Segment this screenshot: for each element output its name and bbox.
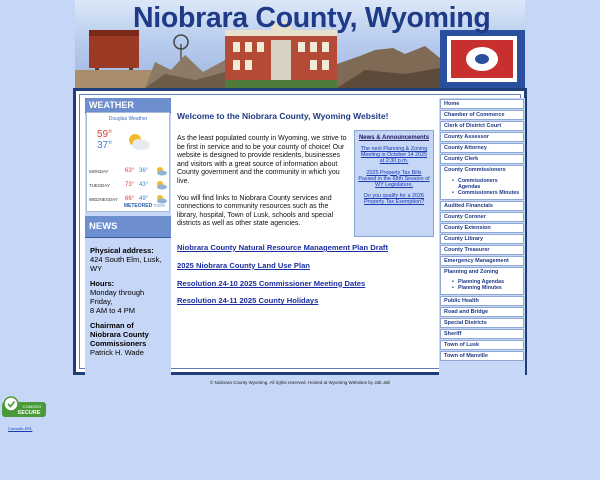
nav-item-clerk[interactable]: County Clerk: [440, 154, 524, 164]
nav-item-emergency[interactable]: Emergency Management: [440, 256, 524, 266]
footer-copyright: © Niobrara County Wyoming. All rights reserved. Hosted at Wyoming Websites by Jab Jab: [210, 380, 390, 385]
comodo-ssl-link[interactable]: Comodo SSL: [8, 426, 33, 431]
current-temps: [97, 129, 112, 151]
address-line: WY: [90, 264, 103, 273]
nav-group-commissioners: [440, 165, 524, 200]
hours-line: 8 AM to 4 PM: [90, 306, 136, 315]
nav-item-sheriff[interactable]: Sheriff: [440, 329, 524, 339]
main-content: [173, 98, 437, 375]
current-low: 37°: [97, 140, 113, 151]
doc-link[interactable]: Resolution 24-11 2025 County Holidays: [177, 296, 319, 306]
doc-link[interactable]: Resolution 24-10 2025 Commissioner Meeting Dates: [177, 278, 366, 288]
announcements-box: [354, 130, 434, 237]
announcement-link[interactable]: Do you qualify for a 2026 Property Tax Exemption?: [363, 193, 425, 206]
chairman-label: Niobrara County: [90, 330, 149, 339]
meteored-logo[interactable]: [124, 203, 165, 209]
nav-group-planning: [440, 267, 524, 296]
forecast-high: 63°: [125, 168, 135, 174]
nav-item-special-districts[interactable]: Special Districts: [440, 318, 524, 328]
chairman-label: Commissioners: [90, 339, 147, 348]
nav-item-clerk-district-court[interactable]: Clerk of District Court: [440, 121, 524, 131]
nav-item-town-manville[interactable]: Town of Manville: [440, 351, 524, 361]
doc-link[interactable]: 2025 Niobrara County Land Use Plan: [177, 260, 310, 270]
weather-location[interactable]: Douglas Weather: [108, 116, 148, 122]
welcome-heading: Welcome to the Niobrara County, Wyoming Website!: [177, 111, 389, 121]
document-links: [177, 243, 437, 314]
nav-subitem-commissioners-minutes[interactable]: • Commissioners Minutes: [458, 190, 520, 196]
main-frame: [73, 88, 527, 375]
forecast-row: [89, 180, 169, 190]
header-banner: [75, 0, 525, 88]
news-heading: NEWS: [85, 216, 171, 238]
nav-item-planning[interactable]: Planning and Zoning: [444, 268, 499, 275]
nav-item-extension[interactable]: County Extension: [440, 223, 524, 233]
forecast-day: WEDNESDAY: [89, 197, 118, 202]
current-high: 59°: [97, 129, 113, 140]
forecast-high: 73°: [125, 182, 135, 188]
nav-item-attorney[interactable]: County Attorney: [440, 143, 524, 153]
meteored-more: more: [153, 203, 165, 209]
intro-paragraph: As the least populated county in Wyoming, we strive to be first in service and to be your county of choice! Our website is designed to provide residents, businesses and visitors with a great source of information about County government and the community in which you live.: [177, 135, 347, 185]
chairman-label: Chairman of: [90, 321, 134, 330]
announcement-link[interactable]: The next Planning & Zoning Meeting is October 14 2025 at 2:30 p.m.: [360, 146, 428, 165]
main-frame-inner: [79, 94, 521, 369]
nav-item-home[interactable]: Home: [440, 99, 524, 109]
weather-widget[interactable]: [86, 112, 170, 212]
partly-cloudy-icon: [155, 166, 167, 176]
nav-item-audited-financials[interactable]: Audited Financials: [440, 201, 524, 211]
site-title: Niobrara County, Wyoming: [133, 2, 491, 34]
forecast-day: TUESDAY: [89, 183, 110, 188]
announcement-link[interactable]: 2025 Property Tax Bills Passed in the 68th Session of WY Legislature.: [358, 169, 430, 189]
nav-item-road-bridge[interactable]: Road and Bridge: [440, 307, 524, 317]
intro-text: [177, 135, 349, 237]
partly-cloudy-icon: [155, 180, 167, 190]
hours-line: Monday through: [90, 288, 145, 297]
hours-line: Friday,: [90, 297, 113, 306]
forecast-high: 66°: [125, 196, 135, 202]
ssl-badge-top: COMODO: [22, 404, 42, 409]
forecast-low: 49°: [139, 196, 149, 202]
nav-item-assessor[interactable]: County Assessor: [440, 132, 524, 142]
comodo-secure-badge[interactable]: [2, 395, 46, 417]
right-nav: [439, 98, 525, 375]
weather-heading: WEATHER: [85, 98, 171, 113]
nav-subitem-planning-minutes[interactable]: • Planning Minutes: [458, 285, 520, 291]
nav-item-town-lusk[interactable]: Town of Lusk: [440, 340, 524, 350]
partly-sunny-icon: [125, 131, 151, 151]
nav-item-treasurer[interactable]: County Treasurer: [440, 245, 524, 255]
forecast-low: 36°: [139, 168, 149, 174]
announcements-heading: News & Announcements: [358, 135, 430, 141]
forecast-low: 43°: [139, 182, 149, 188]
nav-subitem-planning-agendas[interactable]: • Planning Agendas: [458, 279, 520, 285]
intro-paragraph: You will find links to Niobrara County services and connections to community resources such as the library, hospital, Town of Lusk, schools and special districts as well as other state agencies.: [177, 194, 334, 228]
nav-item-chamber[interactable]: Chamber of Commerce: [440, 110, 524, 120]
address-label: Physical address:: [90, 246, 154, 255]
chairman-name: Patrick H. Wade: [90, 348, 144, 357]
nav-item-library[interactable]: County Library: [440, 234, 524, 244]
address-line: 424 South Elm, Lusk,: [90, 255, 162, 264]
nav-item-commissioners[interactable]: County Commissioners: [444, 167, 506, 173]
nav-subitem-commissioners-agendas[interactable]: • Commissioners Agendas: [458, 178, 520, 190]
doc-link[interactable]: Niobrara County Natural Resource Management Plan Draft: [177, 243, 388, 252]
meteored-label: METEORED: [123, 203, 153, 209]
left-column: [85, 98, 171, 375]
hours-label: Hours:: [90, 279, 115, 288]
forecast-row: [89, 166, 169, 176]
nav-item-public-health[interactable]: Public Health: [440, 296, 524, 306]
contact-info: [90, 246, 170, 363]
ssl-badge-bottom: SECURE: [17, 410, 41, 416]
forecast-day: MONDAY: [89, 169, 109, 174]
nav-item-coroner[interactable]: County Coroner: [440, 212, 524, 222]
